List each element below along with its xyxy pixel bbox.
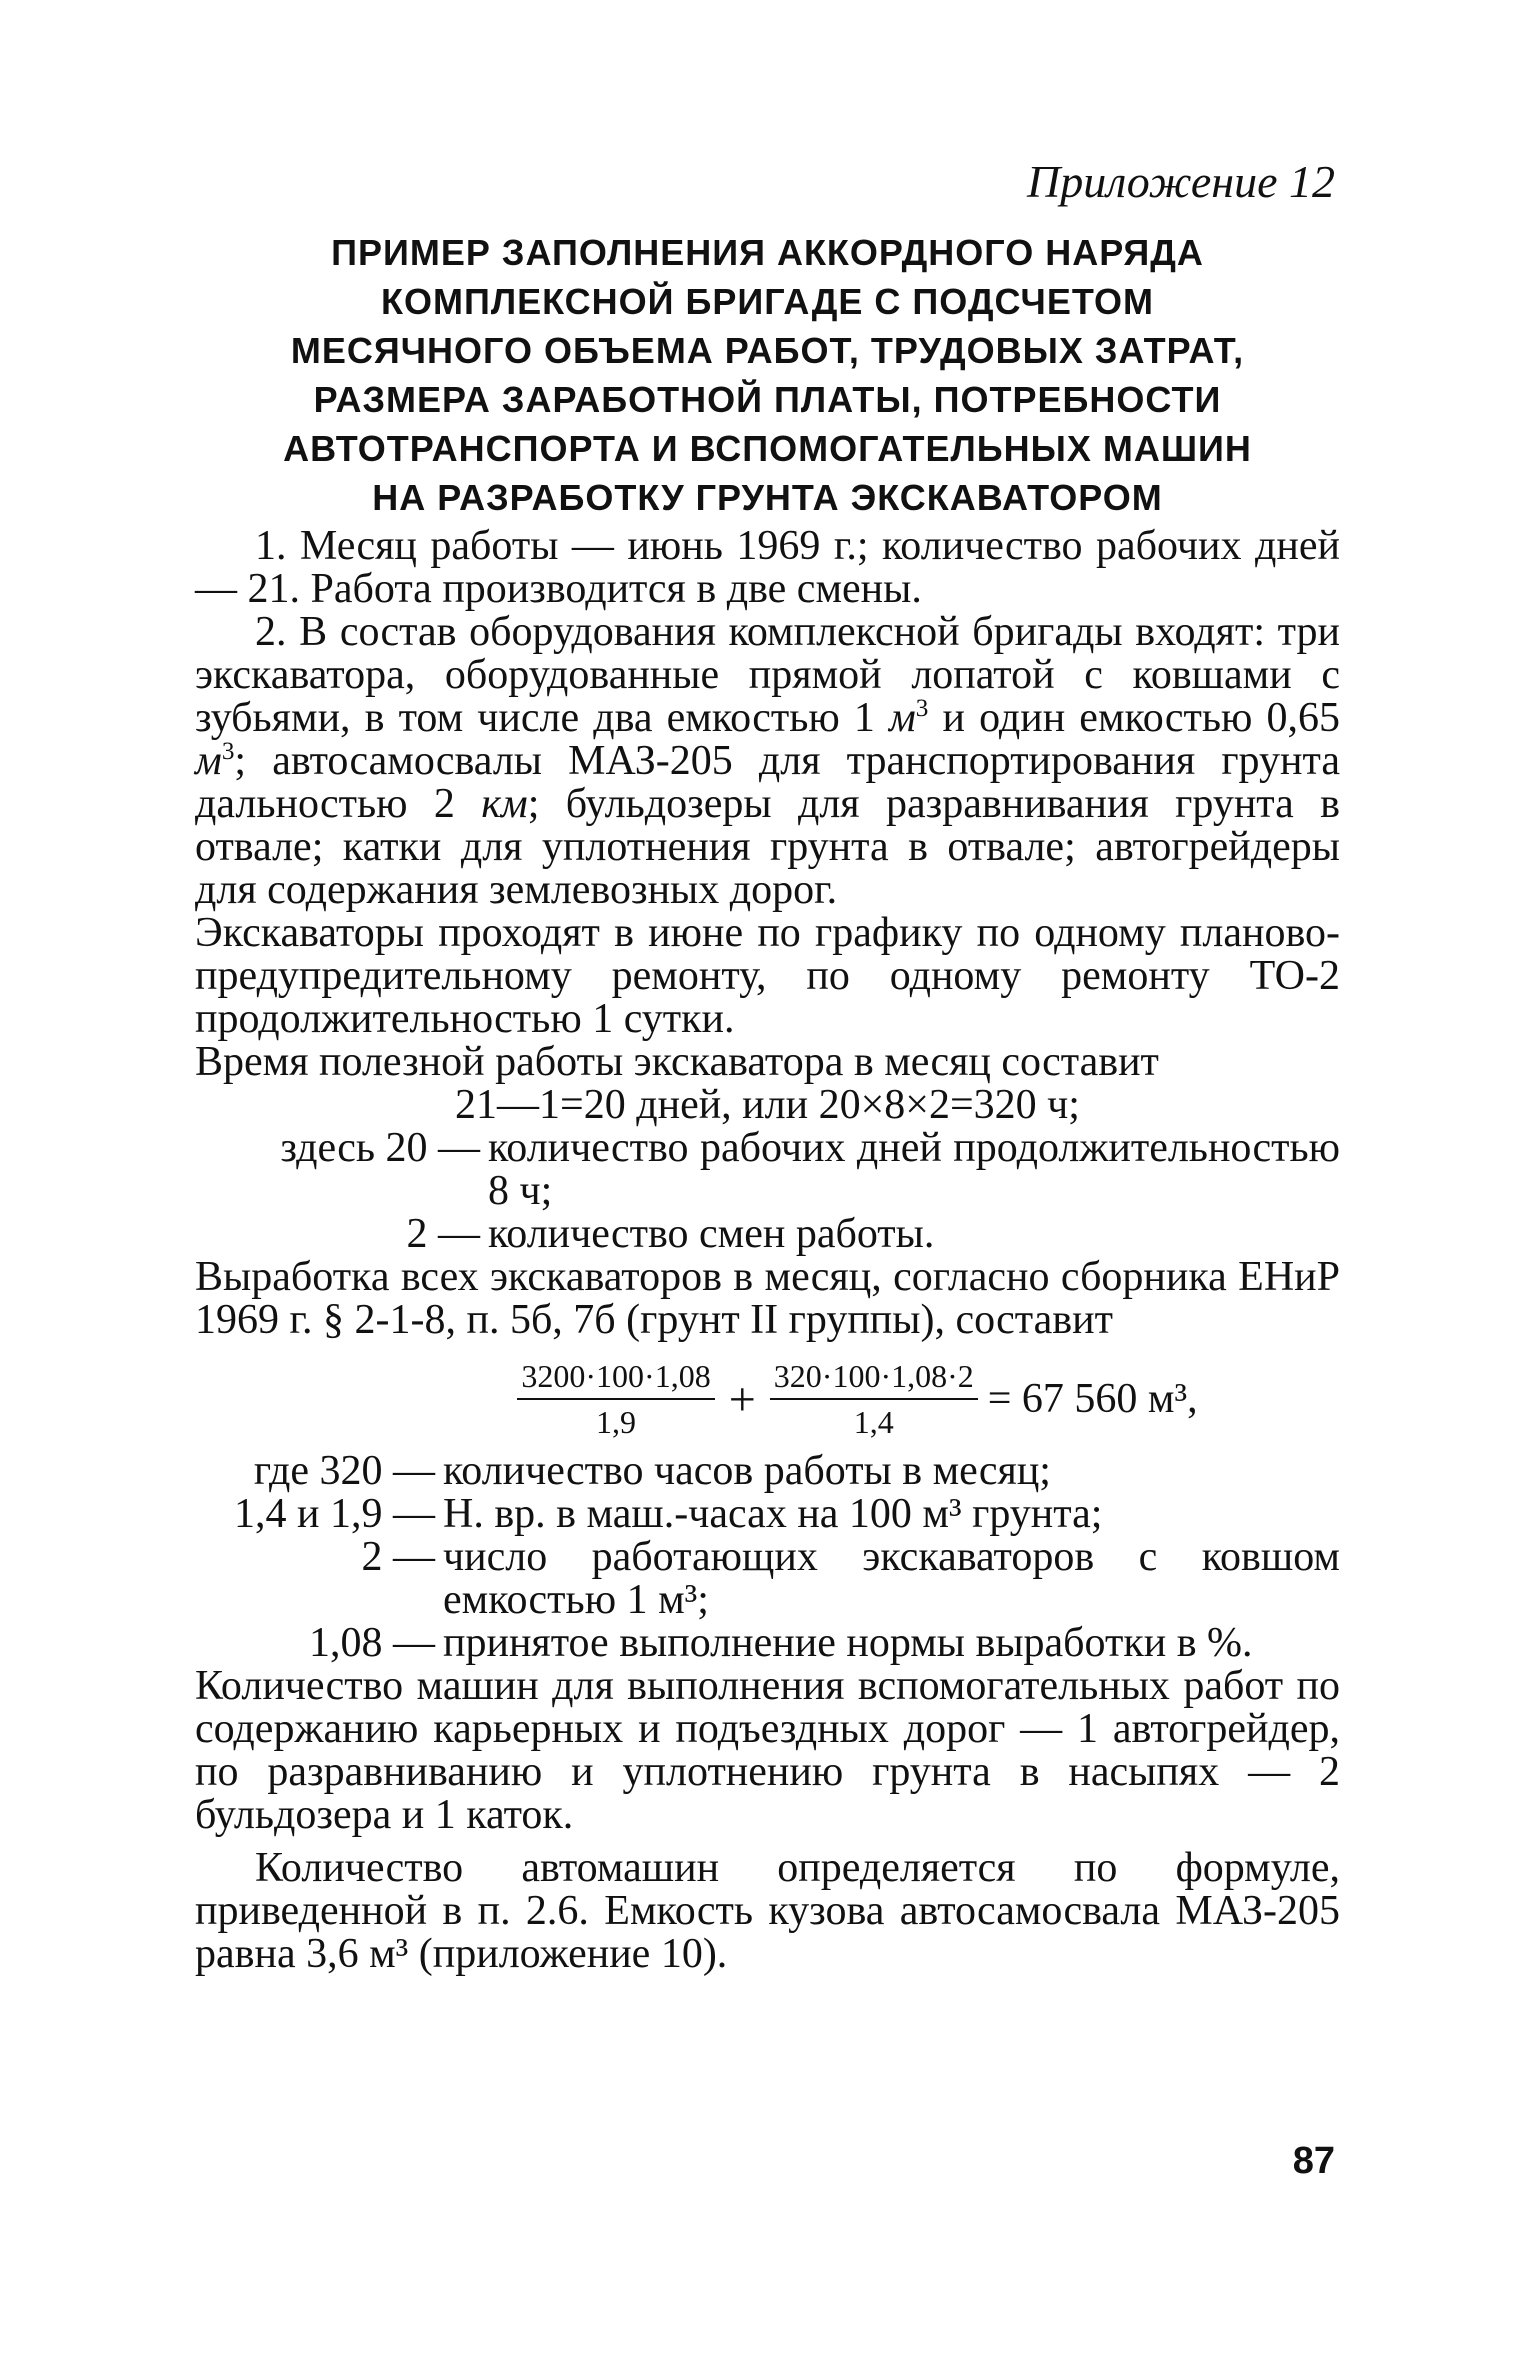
title-line: АВТОТРАНСПОРТА И ВСПОМОГАТЕЛЬНЫХ МАШИН <box>283 428 1252 469</box>
document-body <box>195 525 1340 1976</box>
p2-text-a: 2. В состав оборудования комплексной бригады входят: три экскаватора, оборудованные прямой лопатой с ковшами с зубьями, в том числе два емкостью 1 <box>195 609 1340 741</box>
title-line: МЕСЯЧНОГО ОБЪЕМА РАБОТ, ТРУДОВЫХ ЗАТРАТ, <box>290 330 1245 371</box>
title-line: НА РАЗРАБОТКУ ГРУНТА ЭКСКАВАТОРОМ <box>372 477 1163 518</box>
fraction-denominator: 1,9 <box>596 1404 637 1440</box>
where-key: где 320 — <box>253 1448 435 1494</box>
definition-row <box>195 1213 1340 1256</box>
paragraph-5: Выработка всех экскаваторов в месяц, согласно сборника ЕНиР 1969 г. § 2-1-8, п. 5б, 7б (грунт II группы), составит <box>195 1254 1340 1343</box>
fraction-numerator: 320·100·1,08·2 <box>770 1356 978 1400</box>
where-key: 1,4 и 1,9 — <box>234 1491 435 1537</box>
where-row <box>195 1450 1340 1493</box>
plus-sign: + <box>728 1372 756 1426</box>
where-row <box>195 1622 1340 1665</box>
paragraph-1: 1. Месяц работы — июнь 1969 г.; количество рабочих дней — 21. Работа производится в две смены. <box>195 523 1340 612</box>
unit-km: км <box>481 781 528 827</box>
p2-text-d: ; бульдозеры для разравнивания грунта в отвале; катки для уплотнения грунта в отвале; автогрейдеры для содержания землевозных дорог. <box>195 781 1341 913</box>
where-key: 1,08 — <box>309 1620 435 1666</box>
where-value: Н. вр. в маш.-часах на 100 м³ грунта; <box>443 1491 1103 1537</box>
definition-key: 2 — <box>406 1211 480 1257</box>
output-formula <box>195 1356 1340 1442</box>
title-line: КОМПЛЕКСНОЙ БРИГАДЕ С ПОДСЧЕТОМ <box>381 281 1154 322</box>
paragraph-4: Время полезной работы экскаватора в месяц составит <box>195 1039 1159 1085</box>
where-row <box>195 1536 1340 1622</box>
definition-key: здесь 20 — <box>280 1125 480 1171</box>
p2-text-c: ; автосамосвалы МАЗ-205 для транспортирования грунта дальностью 2 <box>195 738 1340 827</box>
fraction-2 <box>770 1356 978 1442</box>
fraction-numerator: 3200·100·1,08 <box>517 1356 714 1400</box>
document-title <box>200 228 1335 522</box>
paragraph-3: Экскаваторы проходят в июне по графику по одному планово-предупредительному ремонту, по одному ремонту ТО-2 продолжительностью 1 сутки. <box>195 910 1340 1042</box>
definition-row <box>195 1127 1340 1213</box>
where-value: число работающих экскаваторов с ковшом емкостью 1 м³; <box>443 1534 1340 1623</box>
formula-result: = 67 560 м³, <box>987 1375 1198 1422</box>
where-row <box>195 1493 1340 1536</box>
page-number: 87 <box>1292 2140 1335 2182</box>
title-line: ПРИМЕР ЗАПОЛНЕНИЯ АККОРДНОГО НАРЯДА <box>331 232 1204 273</box>
p2-text-b: и один емкостью 0,65 <box>928 695 1340 741</box>
paragraph-2: 2. В состав оборудования комплексной бригады входят: три экскаватора, оборудованные прямой лопатой с ковшами с зубьями, в том числе два емкостью 1 $м^3$ и один емкостью 0,65 $м^3$; автосамосвалы МАЗ-205 для транспортирования грунта дальностью 2 км; бульдозеры для разравнивания грунта в отвале; катки для уплотнения грунта в отвале; автогрейдеры для содержания землевозных дорог. <box>195 609 1341 913</box>
unit-m3: м <box>195 738 222 784</box>
where-value: принятое выполнение нормы выработки в %. <box>443 1620 1253 1666</box>
unit-m3: м <box>888 695 916 741</box>
fraction-1 <box>517 1356 714 1442</box>
fraction-denominator: 1,4 <box>853 1404 894 1440</box>
definition-value: количество смен работы. <box>488 1211 935 1257</box>
equation-hours: 21—1=20 дней, или 20×8×2=320 ч; <box>455 1082 1080 1128</box>
where-value: количество часов работы в месяц; <box>443 1448 1051 1494</box>
title-line: РАЗМЕРА ЗАРАБОТНОЙ ПЛАТЫ, ПОТРЕБНОСТИ <box>313 379 1222 420</box>
paragraph-7: Количество автомашин определяется по формуле, приведенной в п. 2.6. Емкость кузова автосамосвала МАЗ-205 равна 3,6 м³ (приложение 10). <box>195 1845 1340 1977</box>
paragraph-6: Количество машин для выполнения вспомогательных работ по содержанию карьерных и подъездных дорог — 1 автогрейдер, по разравниванию и уплотнению грунта в насыпях — 2 бульдозера и 1 каток. <box>195 1663 1340 1838</box>
appendix-label: Приложение 12 <box>1026 156 1335 207</box>
definition-value: количество рабочих дней продолжительностью 8 ч; <box>488 1125 1340 1214</box>
where-key: 2 — <box>361 1534 435 1580</box>
